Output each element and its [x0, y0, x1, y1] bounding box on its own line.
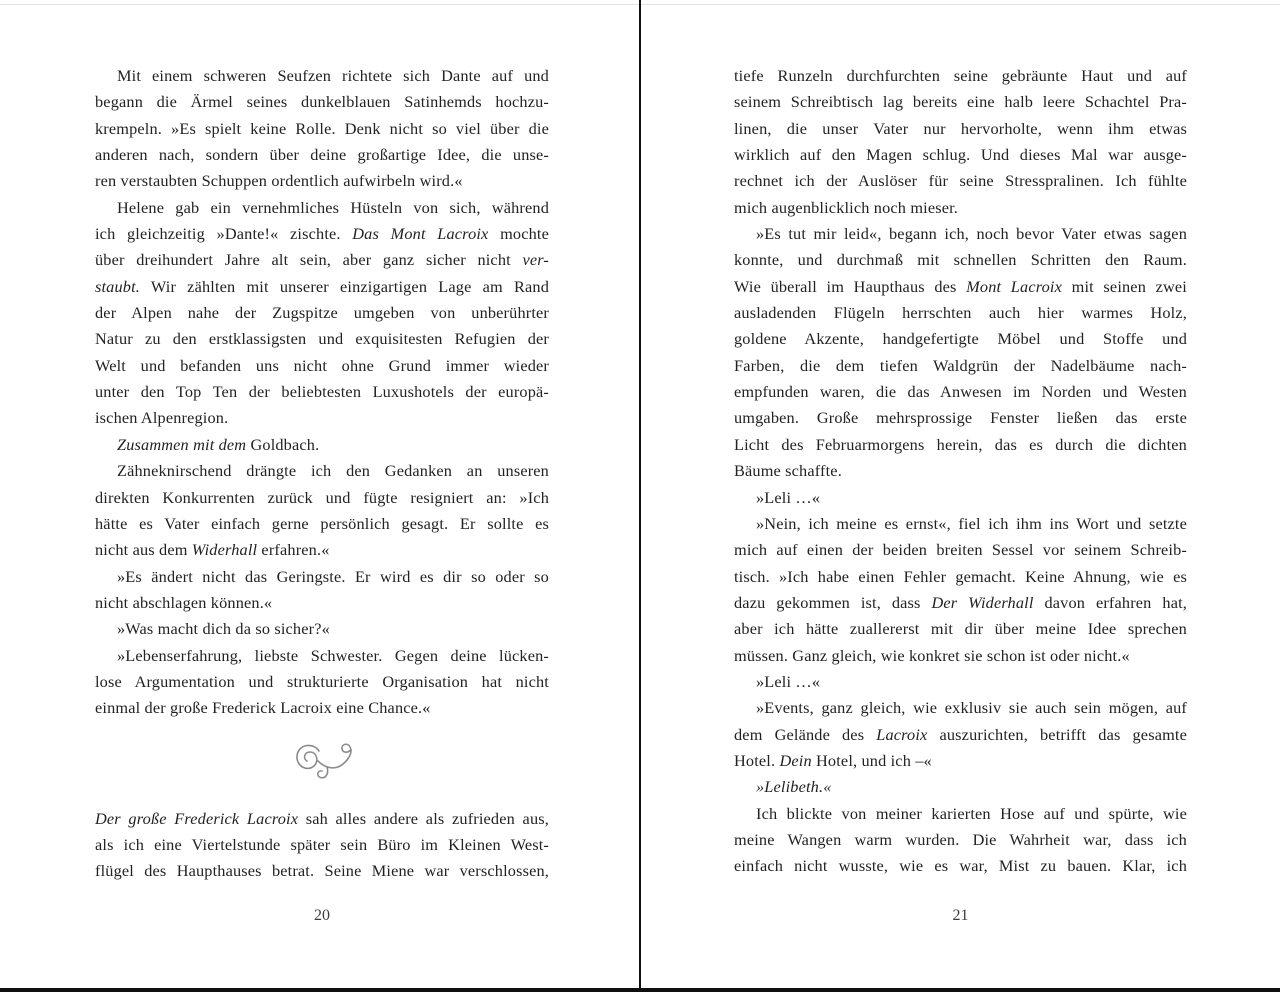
text-line	[95, 458, 549, 484]
page-gutter-divider	[639, 0, 641, 992]
text-line	[734, 458, 1187, 484]
text-run: unter den Top Ten der beliebtesten Luxushotels der europä-	[95, 382, 549, 402]
text-line	[734, 669, 1187, 695]
left-page-text-top	[95, 63, 549, 722]
text-line	[734, 722, 1187, 748]
text-run: konnte, und durchmaß mit schnellen Schritten den Raum.	[734, 250, 1187, 270]
text-run: »Lebenserfahrung, liebste Schwester. Gegen deine lücken-	[117, 645, 549, 665]
text-run: mochte	[488, 224, 549, 244]
text-line	[95, 537, 549, 563]
text-line	[734, 63, 1187, 89]
text-line	[734, 695, 1187, 721]
text-line	[734, 168, 1187, 194]
text-line	[95, 590, 549, 616]
text-line	[734, 801, 1187, 827]
text-line	[734, 353, 1187, 379]
text-line	[734, 537, 1187, 563]
text-run: anderen nach, sondern über deine großartige Idee, die unse-	[95, 145, 549, 165]
text-run: Mit einem schweren Seufzen richtete sich Dante auf und	[117, 66, 549, 85]
text-run: umgaben. Große mehrsprossige Fenster ließen das erste	[734, 408, 1187, 428]
text-run: lose Argumentation und strukturierte Organisation hat nicht	[95, 671, 549, 691]
text-run: »Nein, ich meine es ernst«, fiel ich ihm ins Wort und setzte	[756, 513, 1187, 533]
text-run: begann die Ärmel seines dunkelblauen Satinhemds hochzu-	[95, 92, 549, 112]
text-line	[95, 116, 549, 142]
text-line	[734, 116, 1187, 142]
text-run: Bäume schaffte.	[734, 461, 842, 481]
text-run: Wir zählten mit unserer einzigartigen Lage am Rand	[140, 276, 549, 296]
text-line	[95, 274, 549, 300]
text-run: nicht aus dem	[95, 540, 192, 560]
text-run: Wie überall im Haupthaus des	[734, 276, 967, 296]
text-line	[95, 168, 549, 194]
text-run: Ich blickte von meiner karierten Hose auf und spürte, wie	[756, 803, 1187, 823]
text-run: ich gleichzeitig »Dante!« zischte.	[95, 224, 353, 244]
text-run: hätte es Vater einfach gerne persönlich gesagt. Er sollte es	[95, 513, 549, 533]
text-line	[95, 326, 549, 352]
right-page-text	[734, 63, 1187, 880]
text-run: Licht des Februarmorgens herein, das es durch die dichten	[734, 434, 1187, 454]
italic-text-run: staubt.	[95, 276, 141, 296]
text-run: »Leli …«	[756, 487, 821, 507]
text-run: Welt und befanden uns nicht ohne Grund immer wieder	[95, 355, 549, 375]
text-run: aber ich hätte zuallererst mit dir über meine Idee sprechen	[734, 619, 1187, 639]
text-run: »Es tut mir leid«, begann ich, noch bevor Vater etwas sagen	[756, 224, 1187, 244]
text-line	[95, 142, 549, 168]
text-line	[734, 511, 1187, 537]
text-line	[734, 643, 1187, 669]
text-run: empfunden waren, die das Anwesen im Norden und Westen	[734, 382, 1187, 402]
text-line	[95, 806, 549, 832]
page-number-left: 20	[314, 907, 330, 924]
text-line	[734, 405, 1187, 431]
italic-text-run: ver-	[522, 250, 549, 270]
text-line	[734, 827, 1187, 853]
text-run: dazu gekommen ist, dass	[734, 592, 932, 612]
text-line	[734, 142, 1187, 168]
text-line	[95, 432, 549, 458]
text-run: mich auf einen der beiden breiten Sessel vor seinem Schreib-	[734, 540, 1187, 560]
text-line	[95, 485, 549, 511]
text-line	[734, 89, 1187, 115]
text-line	[734, 379, 1187, 405]
text-line	[734, 590, 1187, 616]
text-run: mich augenblicklich noch mieser.	[734, 197, 959, 217]
text-line	[95, 669, 549, 695]
text-run: Farben, die dem tiefen Waldgrün der Nadelbäume nach-	[734, 355, 1187, 375]
text-run: tisch. »Ich habe einen Fehler gemacht. Keine Ahnung, wie es	[734, 566, 1187, 586]
text-line	[95, 858, 549, 884]
text-run: müssen. Ganz gleich, wie konkret sie schon ist oder nicht.«	[734, 645, 1130, 665]
text-line	[734, 564, 1187, 590]
text-line	[734, 853, 1187, 879]
text-run: Goldbach.	[246, 434, 320, 454]
text-run: Zähneknirschend drängte ich den Gedanken an unseren	[117, 461, 549, 481]
text-run: wirklich auf den Magen schlug. Und dieses Mal war ausge-	[734, 145, 1187, 165]
text-run: Helene gab ein vernehmliches Hüsteln von sich, während	[117, 197, 549, 217]
text-line	[95, 405, 549, 431]
text-run: mit seinen zwei	[1062, 276, 1187, 296]
text-run: einmal der große Frederick Lacroix eine Chance.«	[95, 698, 431, 718]
text-run: Hotel.	[734, 750, 780, 770]
text-run: sah alles andere als zufrieden aus,	[298, 808, 549, 828]
italic-text-run: Das Mont Lacroix	[352, 224, 489, 244]
italic-text-run: Dein	[779, 750, 812, 770]
italic-text-run: Widerhall	[191, 540, 258, 560]
text-run: tiefe Runzeln durchfurchten seine gebräunte Haut und auf	[734, 66, 1187, 85]
text-line	[95, 511, 549, 537]
text-line	[734, 485, 1187, 511]
text-run: dem Gelände des	[734, 724, 877, 744]
italic-text-run: Der große Frederick Lacroix	[95, 808, 299, 828]
text-run: über dreihundert Jahre alt sein, aber ganz sicher nicht	[95, 250, 523, 270]
page-number-right: 21	[952, 907, 969, 924]
text-line	[95, 89, 549, 115]
text-run: einfach nicht wusste, wie es war, Mist zu bauen. Klar, ich	[734, 856, 1187, 876]
left-page	[95, 63, 549, 885]
text-line	[95, 195, 549, 221]
text-line	[95, 379, 549, 405]
text-line	[734, 774, 1187, 800]
text-line	[95, 63, 549, 89]
text-run: ischen Alpenregion.	[95, 408, 229, 428]
text-run: davon erfahren hat,	[1033, 592, 1187, 612]
text-line	[734, 432, 1187, 458]
text-line	[95, 616, 549, 642]
text-run: erfahren.«	[257, 540, 330, 560]
text-line	[95, 353, 549, 379]
text-line	[95, 564, 549, 590]
text-line	[734, 300, 1187, 326]
text-line	[95, 832, 549, 858]
text-run: »Events, ganz gleich, wie exklusiv sie auch sein mögen, auf	[756, 698, 1187, 718]
text-line	[734, 221, 1187, 247]
text-run: als ich eine Viertelstunde später sein Büro im Kleinen West-	[95, 834, 549, 854]
text-run: Natur zu den erstklassigsten und exquisitesten Refugien der	[95, 329, 549, 349]
right-page	[734, 63, 1187, 880]
text-line	[734, 748, 1187, 774]
text-line	[734, 326, 1187, 352]
text-line	[95, 643, 549, 669]
text-line	[95, 300, 549, 326]
text-run: »Es ändert nicht das Geringste. Er wird es dir so oder so	[117, 566, 549, 586]
text-run: flügel des Haupthauses betrat. Seine Miene war verschlossen,	[95, 861, 549, 881]
text-line	[734, 616, 1187, 642]
text-run: der Alpen nahe der Zugspitze umgeben von unberührter	[95, 303, 549, 323]
italic-text-run: Mont Lacroix	[966, 276, 1062, 296]
text-run: krempeln. »Es spielt keine Rolle. Denk nicht so viel über die	[95, 118, 549, 138]
text-run: rechnet ich der Auslöser für seine Stresspralinen. Ich fühlte	[734, 171, 1187, 191]
text-run: direkten Konkurrenten zurück und fügte resigniert an: »Ich	[95, 487, 549, 507]
italic-text-run: Zusammen mit dem	[117, 434, 247, 454]
text-run: goldene Akzente, handgefertigte Möbel und Stoffe und	[734, 329, 1187, 349]
text-line	[95, 221, 549, 247]
text-run: Hotel, und ich –«	[811, 750, 932, 770]
text-run: seinem Schreibtisch lag bereits eine halb leere Schachtel Pra-	[734, 92, 1187, 112]
text-line	[734, 274, 1187, 300]
text-run: ausladenden Flügeln herrschten auch hier warmes Holz,	[734, 303, 1187, 323]
left-page-text-bottom	[95, 806, 549, 885]
text-run: ren verstaubten Schuppen ordentlich aufwirbeln wird.«	[95, 171, 463, 191]
text-line	[734, 247, 1187, 273]
bottom-rule	[0, 988, 1280, 992]
text-run: nicht abschlagen können.«	[95, 592, 273, 612]
section-break	[95, 722, 549, 806]
text-run: »Leli …«	[756, 671, 821, 691]
flourish-ornament-icon	[289, 736, 355, 790]
text-line	[95, 247, 549, 273]
text-run: linen, die unser Vater nur hervorholte, wenn ihm etwas	[734, 118, 1187, 138]
text-line	[734, 195, 1187, 221]
text-run: meine Wangen warm wurden. Die Wahrheit war, dass ich	[734, 829, 1187, 849]
italic-text-run: »Lelibeth.«	[756, 777, 832, 797]
text-line	[95, 695, 549, 721]
text-run: auszurichten, betrifft das gesamte	[927, 724, 1187, 744]
italic-text-run: Der Widerhall	[931, 592, 1034, 612]
text-run: »Was macht dich da so sicher?«	[117, 619, 330, 639]
italic-text-run: Lacroix	[876, 724, 928, 744]
